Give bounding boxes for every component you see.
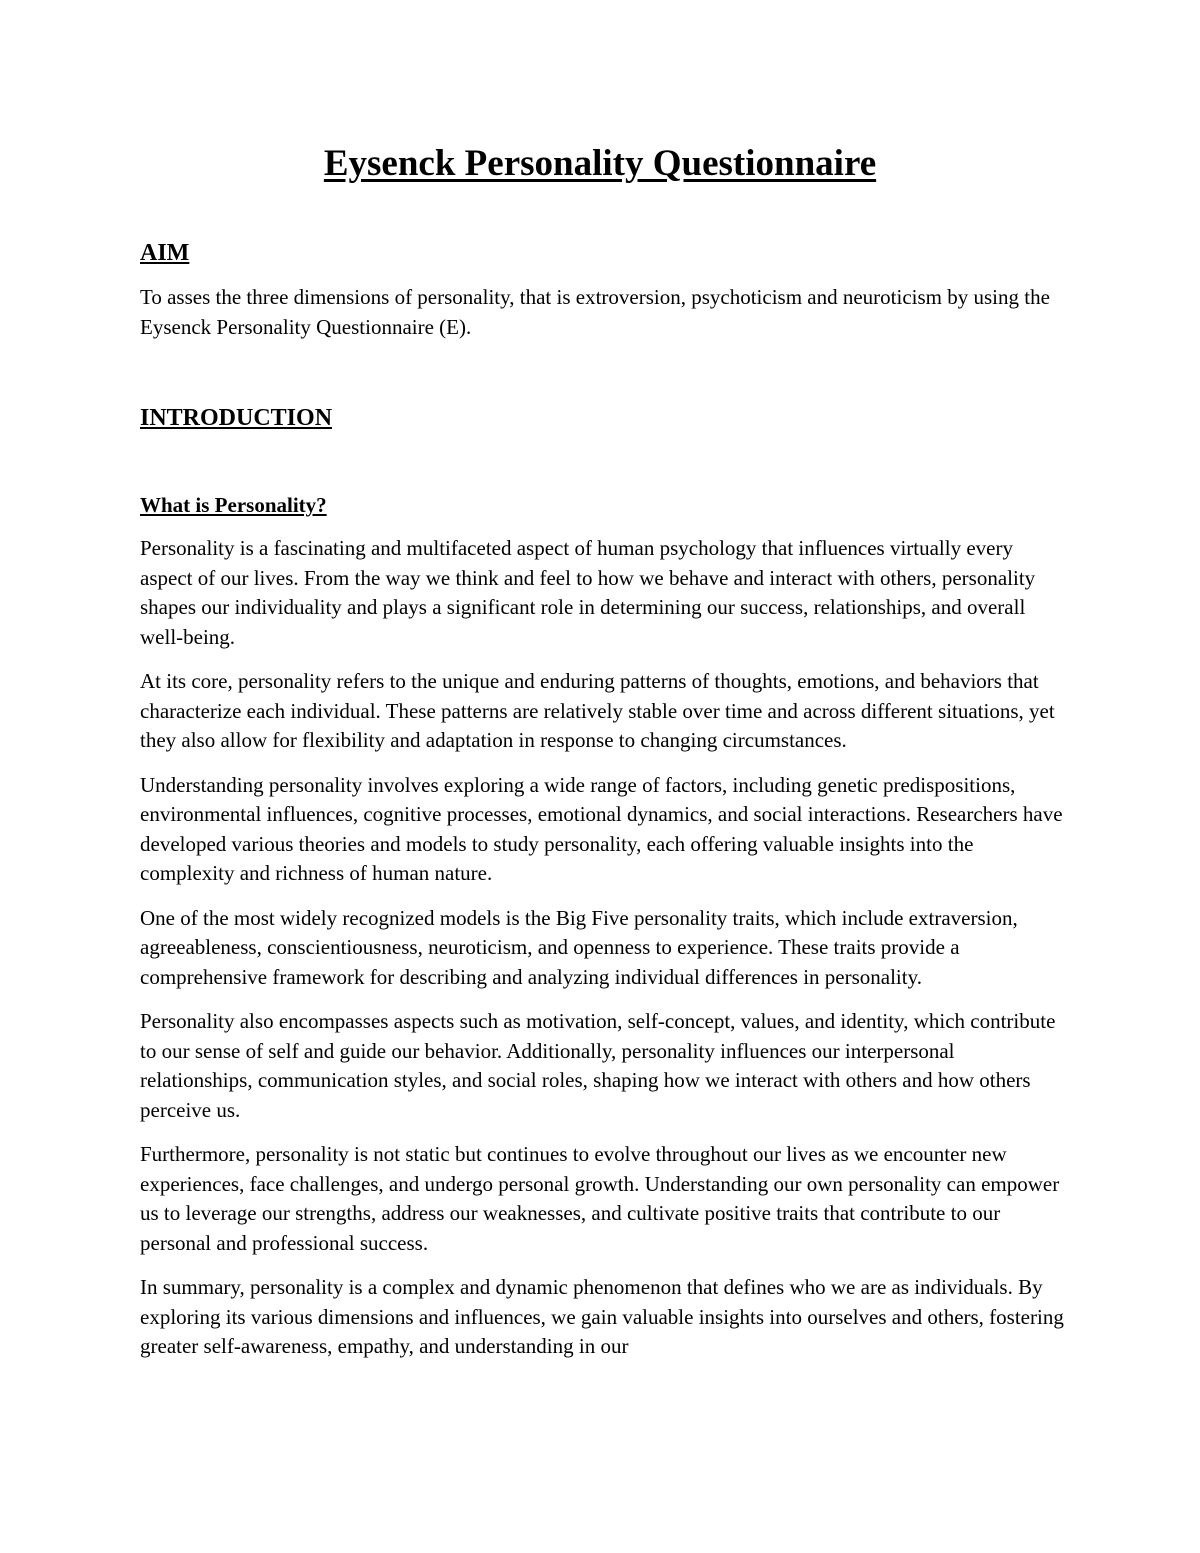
aim-text: To asses the three dimensions of personality, that is extroversion, psychoticism and neuroticism by using the Eysenck Personality Questionnaire (E). [140,285,1050,339]
paragraph: Personality is a fascinating and multifaceted aspect of human psychology that influences virtually every aspect of our lives. From the way we think and feel to how we behave and interact with others, personality shapes our individuality and plays a significant role in determining our success, relationships, and overall well-being. [140,536,1036,649]
introduction-body [140,534,1070,1377]
paragraph: Personality also encompasses aspects such as motivation, self-concept, values, and identity, which contribute to our sense of self and guide our behavior. Additionally, personality influences our interpersonal relationships, communication styles, and social roles, shaping how we interact with others and how others perceive us. [140,1009,1056,1122]
paragraph: Understanding personality involves exploring a wide range of factors, including genetic predispositions, environmental influences, cognitive processes, emotional dynamics, and social interactions. Researchers have developed various theories and models to study personality, each offering valuable insights into the complexity and richness of human nature. [140,772,1063,885]
paragraph: In summary, personality is a complex and dynamic phenomenon that defines who we are as individuals. By exploring its various dimensions and influences, we gain valuable insights into ourselves and others, fostering greater self-awareness, empathy, and understanding in our [140,1275,1064,1358]
introduction-heading: INTRODUCTION [140,405,333,431]
paragraph: At its core, personality refers to the unique and enduring patterns of thoughts, emotions, and behaviors that characterize each individual. These patterns are relatively stable over time and across different situations, yet they also allow for flexibility and adaptation in response to changing circumstances. [140,669,1055,752]
aim-heading: AIM [140,240,190,266]
document-title: Eysenck Personality Questionnaire [323,143,877,184]
paragraph: One of the most widely recognized models is the Big Five personality traits, which include extraversion, agreeableness, conscientiousness, neuroticism, and openness to experience. These traits provide a comprehensive framework for describing and analyzing individual differences in personality. [140,905,1018,989]
what-is-personality-subheading: What is Personality? [140,493,327,517]
paragraph: Furthermore, personality is not static but continues to evolve throughout our lives as we encounter new experiences, face challenges, and undergo personal growth. Understanding our own personality can empower us to leverage our strengths, address our weaknesses, and cultivate positive traits that contribute to our personal and professional success. [140,1142,1060,1255]
